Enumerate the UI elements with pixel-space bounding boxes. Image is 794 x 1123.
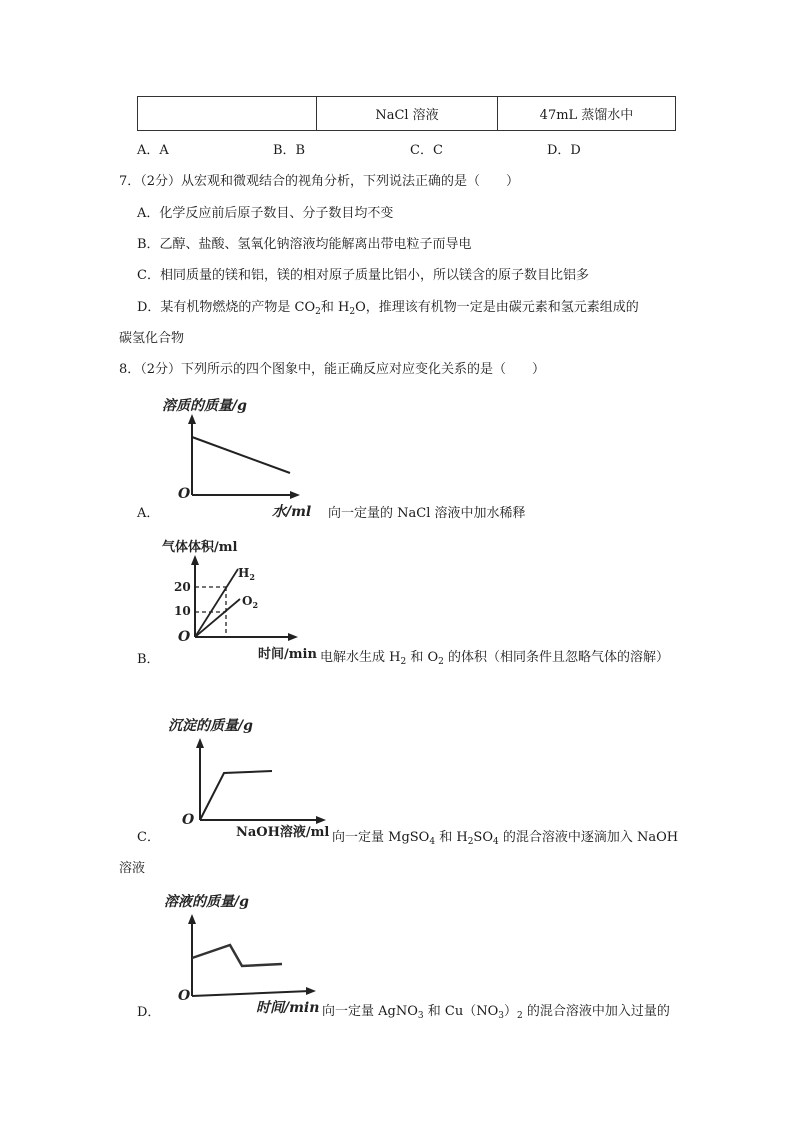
graph-a-y-arrow <box>188 414 196 424</box>
graph-c-y-arrow <box>196 738 204 748</box>
subscript: 2 <box>249 572 255 582</box>
subscript: 3 <box>498 1011 504 1021</box>
subscript: 2 <box>400 657 407 667</box>
graph-c-origin: O <box>182 812 195 828</box>
option-d: D．D <box>547 143 581 158</box>
graph-c-series-line <box>200 771 272 820</box>
graph-a-origin: O <box>178 486 191 502</box>
q7-option-a: A．化学反应前后原子数目、分子数目均不变 <box>137 206 394 221</box>
graph-c-x-arrow <box>316 816 326 824</box>
graph-b-origin: O <box>178 629 191 645</box>
table-cell: NaCl 溶液 <box>317 97 498 131</box>
graph-d <box>160 888 322 1016</box>
graph-b-o2-label <box>242 594 258 610</box>
graph-b <box>160 537 322 662</box>
graph-d-x-axis <box>192 991 310 996</box>
q7-option-d-cont: 碳氢化合物 <box>119 331 185 346</box>
q8-b-desc <box>320 646 669 665</box>
subscript: 4 <box>493 837 499 847</box>
text: 的混合溶液中逐滴加入 NaOH <box>498 830 679 845</box>
subscript: 2 <box>467 837 474 847</box>
graph-c-xlabel: NaOH溶液/ml <box>236 825 330 840</box>
q8-a-desc: 向一定量的 NaCl 溶液中加水稀释 <box>328 506 526 521</box>
text: SO <box>473 830 493 845</box>
option-b: B．B <box>273 143 306 158</box>
q7-option-c: C．相同质量的镁和铝，镁的相对原子质量比铝小，所以镁含的原子数目比铝多 <box>137 268 589 283</box>
table-cell: 47mL 蒸馏水中 <box>498 97 676 131</box>
graph-b-h2-label <box>238 566 255 582</box>
graph-d-y-arrow <box>188 914 196 924</box>
text: D．某有机物燃烧的产物是 CO <box>137 300 316 315</box>
subscript: 2 <box>315 307 321 317</box>
option-c: C．C <box>410 143 443 158</box>
graph-b-o2-line <box>195 599 240 637</box>
q7-option-d <box>137 296 639 315</box>
q8-c-desc-cont: 溶液 <box>119 861 146 876</box>
text: 电解水生成 H <box>320 650 401 665</box>
option-a: A．A <box>137 143 169 158</box>
graph-d-x-arrow <box>306 987 316 995</box>
graph-d-ylabel: 溶液的质量/g <box>164 894 249 910</box>
graph-b-tick-20: 20 <box>174 580 191 594</box>
text: 和 Cu（NO <box>423 1004 499 1019</box>
graph-b-h2-line <box>195 569 238 637</box>
q8-c-desc <box>332 826 678 845</box>
graph-c-ylabel: 沉淀的质量/g <box>168 718 253 734</box>
text: 和 H <box>435 830 468 845</box>
graph-b-y-arrow <box>191 555 199 565</box>
graph-a-x-arrow <box>290 491 300 499</box>
subscript: 2 <box>349 307 356 317</box>
graph-b-x-arrow <box>288 633 298 641</box>
q8-c-letter: C． <box>137 830 160 845</box>
subscript: 4 <box>429 837 436 847</box>
text: H <box>238 566 250 580</box>
subscript: 3 <box>417 1011 424 1021</box>
text: O，推理该有机物一定是由碳元素和氢元素组成的 <box>355 300 639 315</box>
text: 和 H <box>320 300 350 315</box>
q8-a-letter: A． <box>137 506 160 521</box>
graph-b-ylabel: 气体体积/ml <box>162 540 238 555</box>
q8-b-letter: B． <box>137 652 160 667</box>
q8-stem: 8．（2分）下列所示的四个图象中，能正确反应对应变化关系的是（ ） <box>119 362 546 377</box>
subscript: 2 <box>252 600 259 610</box>
subscript: 2 <box>517 1011 523 1021</box>
graph-b-xlabel: 时间/min <box>258 647 317 662</box>
graph-a-xlabel: 水/ml <box>272 504 312 520</box>
subscript: 2 <box>438 657 444 667</box>
q8-d-letter: D． <box>137 1005 161 1020</box>
text: 和 O <box>406 650 439 665</box>
graph-c <box>160 712 332 840</box>
text: 的体积（相同条件且忽略气体的溶解） <box>443 650 670 665</box>
graph-a-ylabel: 溶质的质量/g <box>162 398 247 414</box>
graph-d-series-line <box>192 945 282 966</box>
table-row <box>138 97 676 131</box>
text: 向一定量 AgNO <box>322 1004 418 1019</box>
graph-b-tick-10: 10 <box>174 604 191 618</box>
text: 的混合溶液中加入过量的 <box>522 1004 670 1019</box>
text: ） <box>503 1004 517 1019</box>
text: O <box>242 594 253 608</box>
graph-d-origin: O <box>178 988 191 1004</box>
q7-option-b: B．乙醇、盐酸、氢氧化钠溶液均能解离出带电粒子而导电 <box>137 237 472 252</box>
text: 向一定量 MgSO <box>332 830 430 845</box>
graph-a <box>160 390 325 520</box>
q6-table <box>137 96 676 131</box>
q7-stem: 7．（2分）从宏观和微观结合的视角分析，下列说法正确的是（ ） <box>119 174 520 189</box>
q8-d-desc <box>322 1000 670 1019</box>
graph-d-xlabel: 时间/min <box>256 1000 320 1016</box>
graph-a-series-line <box>192 437 290 473</box>
table-cell <box>138 97 317 131</box>
